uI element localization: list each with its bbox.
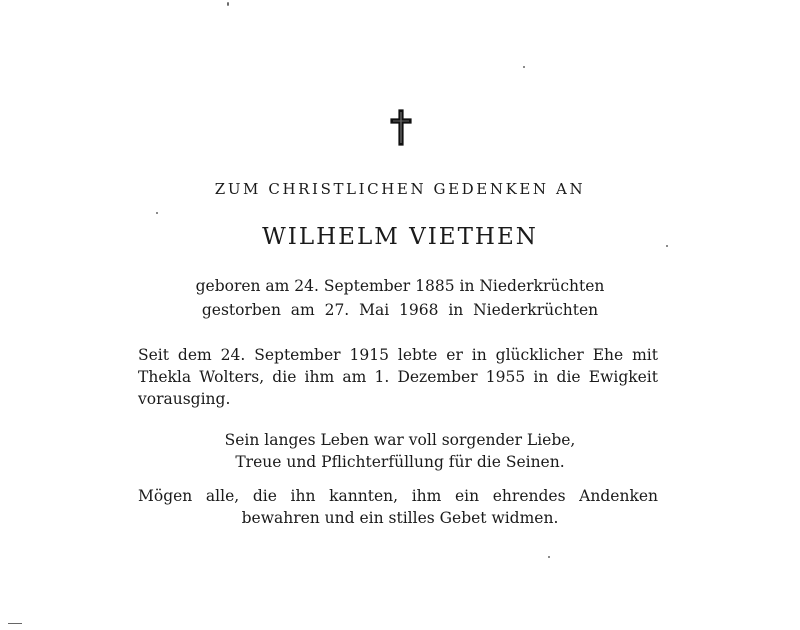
marriage-line-1: Seit dem 24. September 1915 lebte er in glücklicher Ehe mit [138,346,658,364]
prayer-line-2: bewahren und ein stilles Gebet widmen. [241,509,559,527]
cross-icon [388,108,414,148]
paper-speck [156,212,158,214]
paper-speck [523,66,525,68]
paper-speck [8,623,22,624]
death-line: gestorben am 27. Mai 1968 in Niederkrüchten [201,301,599,319]
paper-speck [548,556,550,558]
life-line-2: Treue und Pflichterfüllung für die Seinen. [235,453,565,471]
life-line-1: Sein langes Leben war voll sorgender Liebe, [224,431,576,449]
prayer-line-1: Mögen alle, die ihn kannten, ihm ein ehrendes Andenken [138,487,658,505]
paper-speck [227,2,229,6]
deceased-name: WILHELM VIETHEN [262,224,538,250]
paper-speck [666,245,668,247]
birth-line: geboren am 24. September 1885 in Niederkrüchten [195,277,605,295]
heading-text: ZUM CHRISTLICHEN GEDENKEN AN [214,180,586,198]
marriage-line-2: Thekla Wolters, die ihm am 1. Dezember 1955 in die Ewigkeit [138,368,658,386]
marriage-line-3: vorausging. [138,390,231,408]
